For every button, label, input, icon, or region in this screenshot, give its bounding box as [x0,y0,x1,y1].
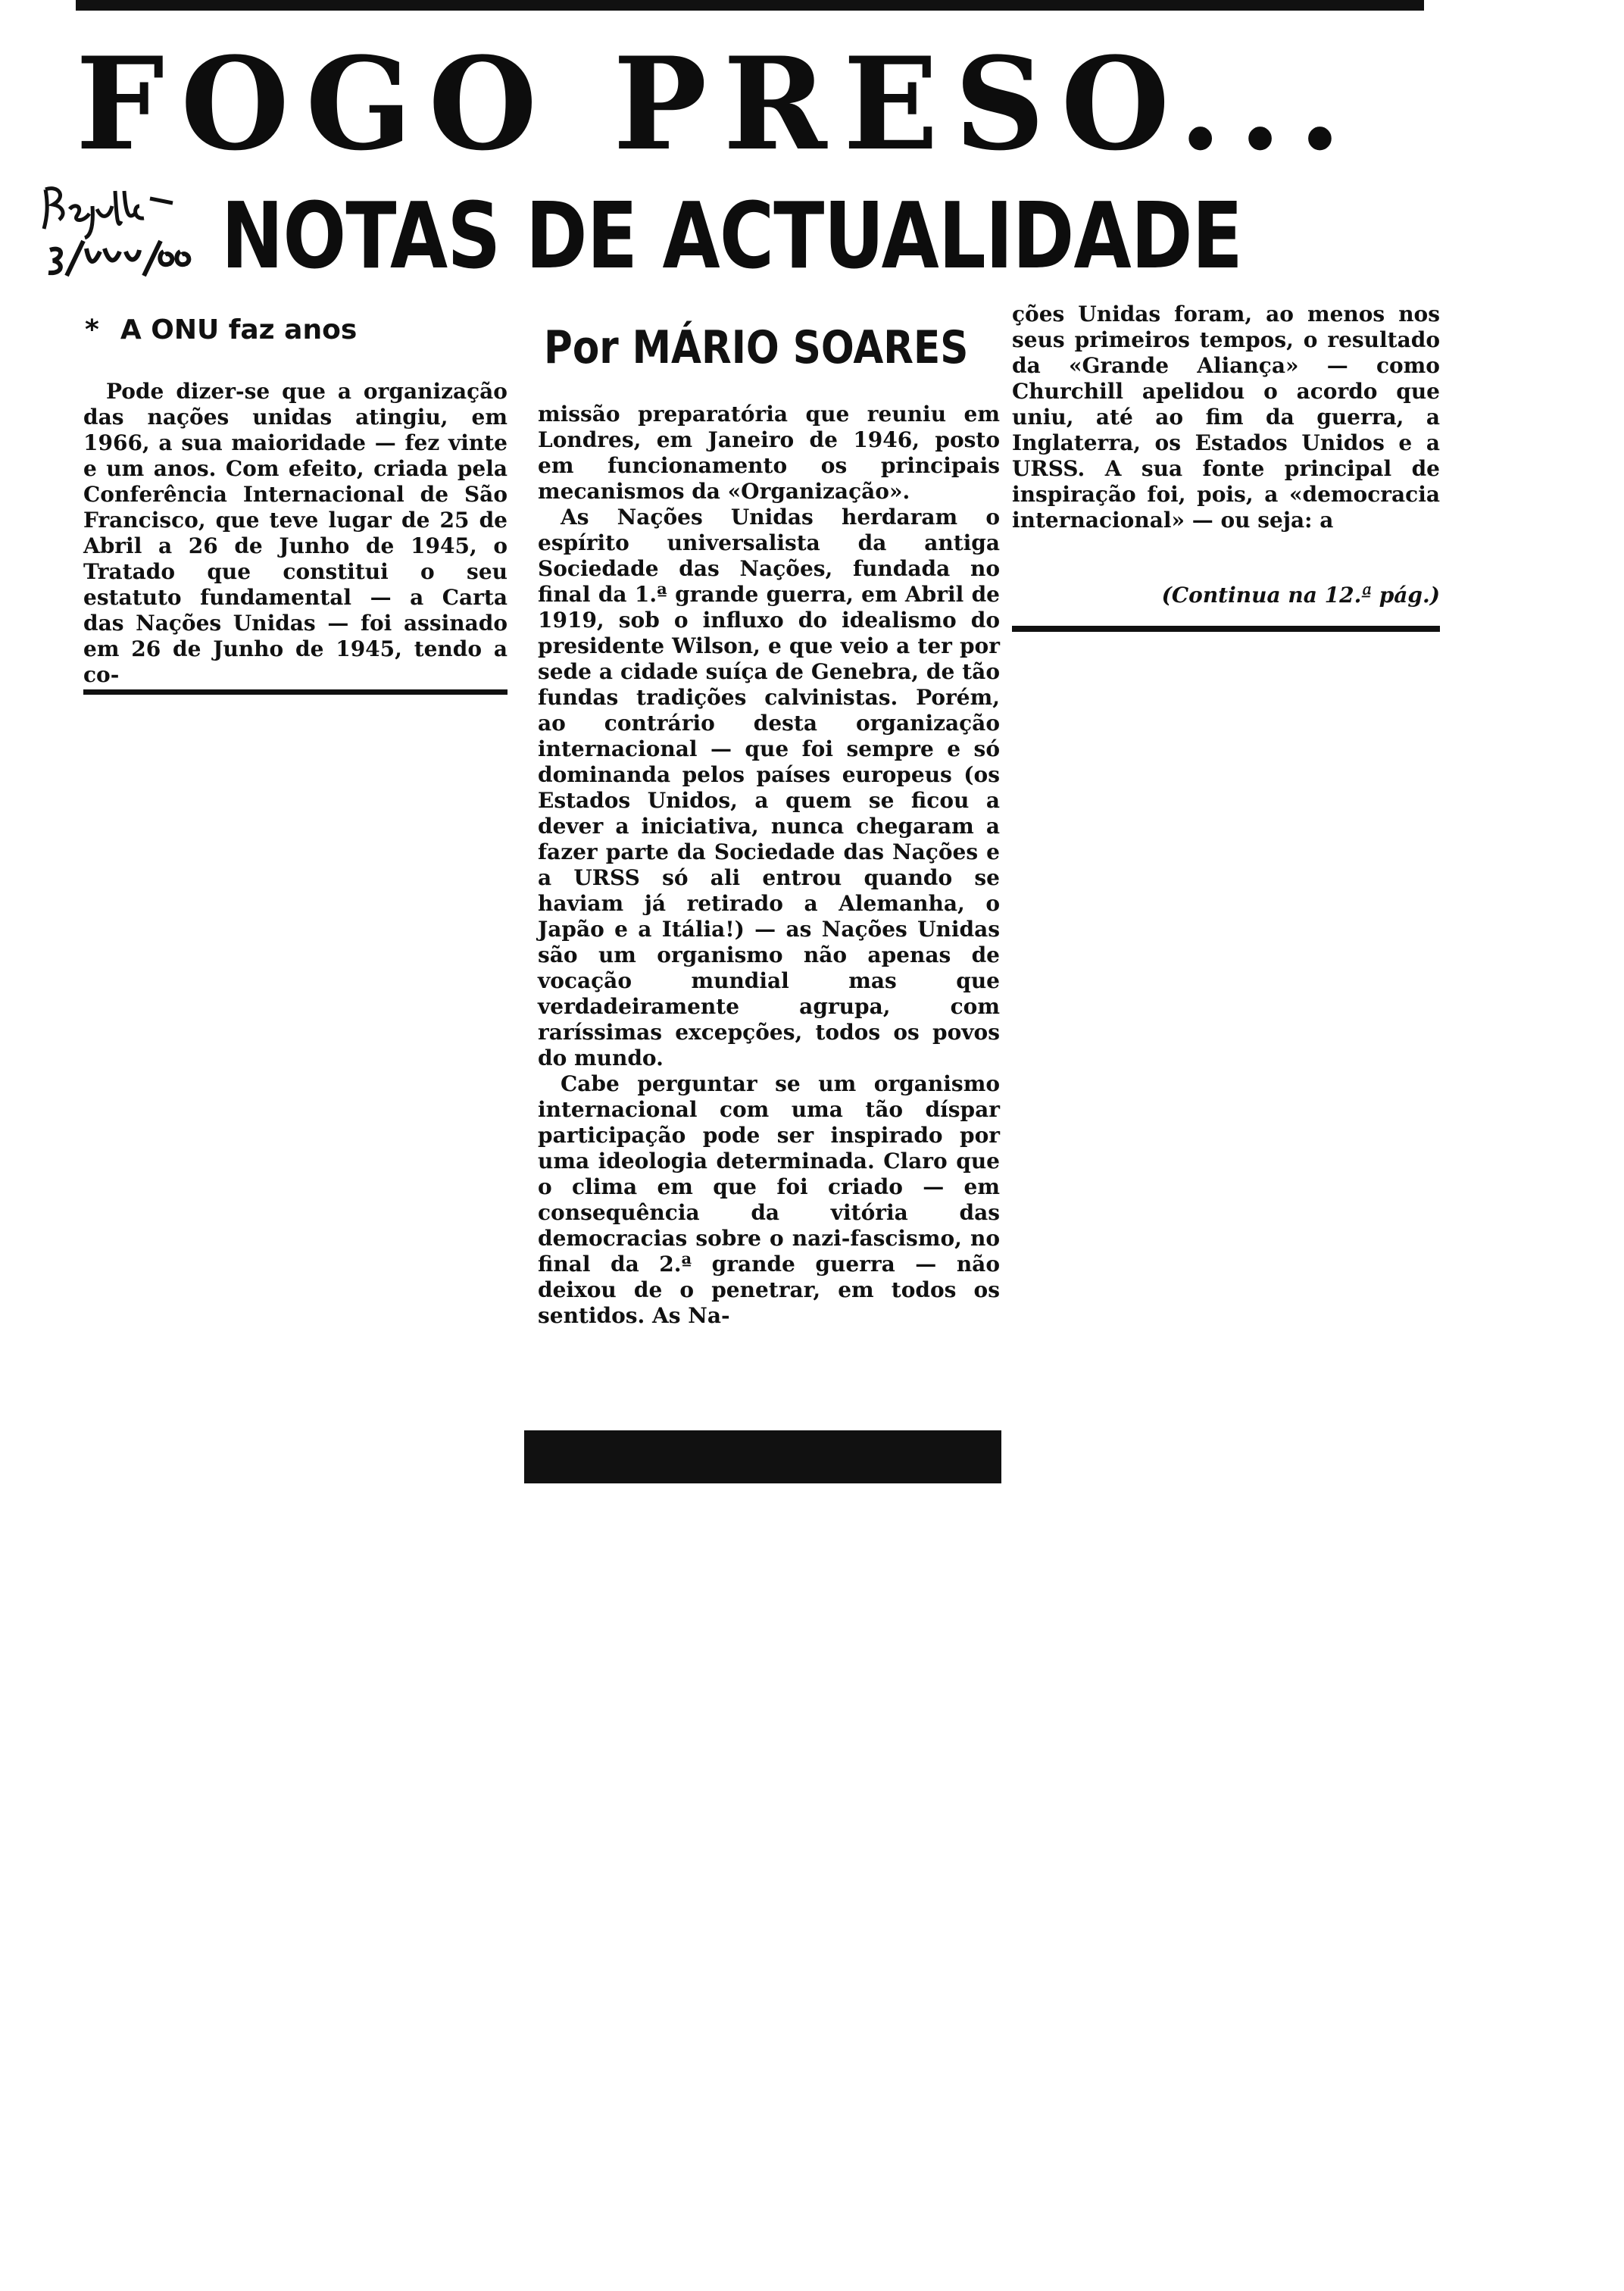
column-3-paragraph: ções Unidas foram, ao menos nos seus primeiros tempos, o resultado da «Grande Aliança» — como Churchill apelidou o acordo que uniu, até ao fim da guerra, a Inglaterra, os Estados Unidos e a URSS. A sua fonte principal de inspiração foi, pois, a «democracia internacional» — ou seja: a [1012,302,1440,533]
column-1-paragraph: Pode dizer-se que a organização das nações unidas atingiu, em 1966, a sua maioridade — fez vinte e um anos. Com efeito, criada pela Conferência Internacional de São Francisco, que teve lugar de 25 de Abril a 26 de Junho de 1945, o Tratado que constitui o seu estatuto fundamental — a Carta das Nações Unidas — foi assinado em 26 de Junho de 1945, tendo a co- [83,379,508,687]
article-column-3 [1012,302,1440,533]
handwritten-note [36,176,226,289]
top-rule [76,0,1424,11]
star-icon: * [85,314,99,345]
column-2-paragraph: Cabe perguntar se um organismo internacional com uma tão díspar participação pode ser inspirado por uma ideologia determinada. Claro que o clima em que foi criado — em consequência da vitória das democracias sobre o nazi-fascismo, no final da 2.ª grande guerra — não deixou de o penetrar, em todos os sentidos. As Na- [538,1071,1000,1328]
column-2-paragraph: missão preparatória que reuniu em Londres, em Janeiro de 1946, posto em funcionamento os principais mecanismos da «Organização». [538,402,1000,504]
section-heading [85,312,509,348]
section-heading-text: A ONU faz anos [120,314,358,345]
column-1-rule [83,689,508,695]
headline-subtitle: NOTAS DE ACTUALIDADE [221,184,1243,289]
article-column-2 [538,402,1000,1329]
continuation-note: (Continua na 12.ª pág.) [1161,583,1440,608]
article-column-1 [83,379,508,688]
column-3-rule [1012,626,1440,632]
author-byline: Por MÁRIO SOARES [544,321,969,374]
headline-title: FOGO PRESO... [76,29,1358,179]
column-2-paragraph: As Nações Unidas herdaram o espírito universalista da antiga Sociedade das Nações, fundada no final da 1.ª grande guerra, em Abril de 1919, sob o influxo do idealismo do presidente Wilson, e que veio a ter por sede a cidade suíça de Genebra, de tão fundas tradições calvinistas. Porém, ao contrário desta organização internacional — que foi sempre e só dominanda pelos países europeus (os Estados Unidos, a quem se ficou a dever a iniciativa, nunca chegaram a fazer parte da Sociedade das Nações e a URSS só ali entrou quando se haviam já retirado a Alemanha, o Japão e a Itália!) — as Nações Unidas são um organismo não apenas de vocação mundial mas que verdadeiramente agrupa, com raríssimas excepções, todos os povos do mundo. [538,505,1000,1070]
handwritten-note-graphic [36,176,226,289]
column-2-bottom-block [524,1430,1001,1483]
